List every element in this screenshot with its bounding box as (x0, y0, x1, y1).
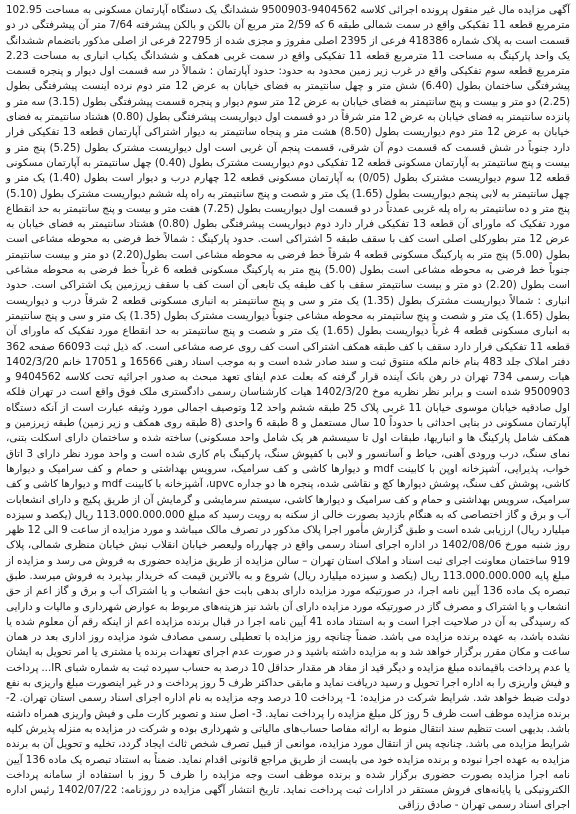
auction-notice-text: آگهی مزایده مال غیر منقول پرونده اجرائی کلاسه 9404562-9500903 ششدانگ یک دستگاه آپارتمان مسکونی به مساحت 102.95 مترمربع قطعه 11 تفکیکی واقع در سمت شمالی طبقه 6 که 2/59 متر مربع آن بالکن و بالکن پیشرفته 7/64 متر آن پیشرفتگی در دو قسمت است به پلاک شماره 418386 فرعی از 2395 اصلی مفروز و مجزی شده از 22795 فرعی از اصلی مذکور باتضمام ششدانگ یک واحد پارکینگ به مساحت 11 مترمربع قطعه 11 تفکیکی واقع در سمت غربی همکف و ششدانگ یکباب انباری به مساحت 2.23 مترمربع قطعه سوم تفکیکی واقع در غرب زیر زمین محدود به حدود: حدود آپارتمان : شمالاً در سه قسمت اول دیوار و پنجره قسمت پیشرفتگی ساختمان بطول (6.40) شش متر و چهل سانتیمتر به فضای خیابان به عرض 12 متر دوم نرده اینست پیشرفتگی بطول (2.25) دو متر و بیست و پنج سانتیمتر به فضای خیابان به عرض 12 متر سوم دیوار و پنجره قسمت پیشرفتگی بطول (3.15) سه متر و پانزده سانتیمتر به فضای خیابان به عرض 12 متر شرقاً در دو قسمت اول دیواریست پیشرفتگی بطول (0.80) هشتاد سانتیمتر به فضای خیابان به عرض 12 متر دوم دیواریست بطول (8.50) هشت متر و پنجاه سانتیمتر به دیوار اشتراکی آپارتمان قطعه 13 تفکیکی فرار دارد جنوباً در شش قسمت که قسمت دوم آن شرقی، قسمت پنجم آن غربی است اول دیواریست مشترک بطول (5.25) پنج متر و بیست و پنج سانتیمتر به آپارتمان مسکونی قطعه 12 تفکیکی دوم دیواریست مشترک بطول (0.40) چهل سانتیمتر به آپارتمان مسکونی قطعه 12 سوم دیواریست مشترک بطول (0/05) به آپارتمان مسکونی قطعه 12 چهارم درب و دیوار است بطول (1.40) یک متر و چهل سانتیمتر به لابی پنجم دیواریست بطول (1.65) یک متر و شصت و پنج سانتیمتر به راه پله ششم دیواریست مشترک بطول (5.10) پنج متر و ده سانتیمتر به راه پله غربی عمدتاً در دو قسمت اول دیواریست بطول (7.25) هفت متر و بیست و پنج سانتیمتر به حد انقطاع مورد تفکیک که ماورای آن قطعه 13 تفکیکی فرار دارد دوم دیواریست پیشرفتگی بطول (0.80) هشتاد سانتیمتر به فضای خیابان به عرض 12 متر بطورکلی اصلی است کف با سقف طبقه 5 اشتراکی است. حدود پارکینگ : شمالاً خط فرضی به محوطه مشاعی است بطول (5.00) پنج متر به پارکینگ مسکونی قطعه 4 شرقاً خط فرضی به محوطه مشاعی است بطول(2.20) دو متر و بیست سانتیمتر جنوباً خط فرضی به محوطه مشاعی است بطول (5.00) پنج متر به پارکینگ مسکونی قطعه 6 غرباً خط فرضی به محوطه مشاعی است بطول (2.20) دو متر و بیست سانتیمتر سقف با کف طبقه یک تابعی آن است کف با سقف زیرزمین یک اشتراکی است. حدود انباری : شمالاً دیواریست مشترک بطول (1.35) یک متر و سی و پنج سانتیمتر به انباری مسکونی قطعه 2 شرقاً درب و دیواریست بطول (1.65) یک متر و شصت و پنج سانتیمتر به محوطه مشاعی جنوباً دیواریست مشترک بطول (1.35) یک متر و سی و پنج سانتیمتر به انباری مسکونی قطعه 4 غرباً دیواریست بطول (1.65) یک متر و شصت و پنج سانتیمتر به حد انقطاع مورد تفکیک که ماورای آن قطعه 11 تفکیکی فرار دارد سقف با کف طبقه همکف اشتراکی است کف روی عرصه مشاعی است. که ذیل ثبت 66093 صفحه 362 دفتر املاک جلد 483 بنام خانم ملکه منتوق ثبت و سند صادر شده است و به موجب اسناد رهنی 16566 و 17051 خانم 1402/3/20 هیات رسمی 734 تهران در رهن بانک آینده قرار گرفته که بعلت عدم ایفای تعهد مبحث به صدور اجرائیه تحت کلاسه 9404562 و 9500903 شده است و برابر نظر نظریه موخ 1402/3/20 هیات کارشناسان رسمی دادگستری ملک فوق واقع است در تهران فلکه اول صادقیه خیابان موسوی خیابان 11 غربی پلاک 25 طبقه ششم واحد 12 وتوصیف اجمالی مورد وثیقه عبارت است از آنکه دستگاه آپارتمان مسکونی در بنایی احداثی با حدوداً 10 سال مستعمل و 8 طبقه 6 واحدی (8 طبقه روی همکف و زیر زمین) طبقه زیرزمین و همکف شامل پارکینگ ها و انباریها، طبقات اول تا سیسشم هر یک شامل واحد مسکونی) ساخته شده و ساختمان دارای اسکلت بتنی، نمای سنگ، درب ورودی آهنی، حیاط و آسانسور و لابی با کفپوش سنگ، پارکینگ بام کاری شده است و واحد مورد نظر دارای 3 اتاق خواب، پذیرایی، آشپزخانه اوپن با کابینت mdf و دیوارها کاشی و کف سرامیک، سرویس بهداشتی و حمام و کف سرامیک و دیوارها کاشی، پوشش کف سنگ، پوشش دیوارها کچ و نقاشی شده، پنجره ها دو جداره upvc، آشپزخانه با کابینت mdf و دیوارها کاشی و کف سرامیک، سرویس بهداشتی و حمام و کف سرامیک و دیوارها کاشی، سیستم سرمایشی و گرمایش آن از طریق پکیج و دارای انشعابات آب و برق و گاز اختصاصی که به هنگام بازدید بصورت خالی از سکنه به رویت رسید که مبلغ 113.000.000.000 ریال (یکصد و سیزده میلیارد ریال) ارزیابی شده است و طبق گزارش مأمور اجرا پلاک مذکور در تصرف مالک میباشد و مورد مزایده از ساعت 9 الی 12 ظهر روز شنبه مورخ 1402/08/06 در اداره اجرای اسناد رسمی واقع در چهارراه ولیعصر خیابان انقلاب نبش خیابان منظری شمالی، پلاک 919 ساختمان معاونت اجرای ثبت اسناد و املاک استان تهران – سالن مزایده از طریق مزایده حضوری به فروش می رسد و مزایده از مبلغ پایه 113.000.000.000 ریال (یکصد و سیزده میلیارد ریال) شروع و به بالاترین قیمت که خریدار بپذیرد به فروش میرسد. طبق تبصره یک ماده 136 آیین نامه اجرا، در صورتیکه مورد مزایده دارای بدهی بابت حق انشعاب و یا اشتراک آب و برق و گاز اعم از حق انشعاب و یا اشتراک و مصرف گاز در صورتیکه مورد مزایده دارای آن باشد نیز هزینه‌های مربوط به عوارض شهرداری و مالیات و دارایی که رسیدگی به آن در صلاحیت اجرا است و به استناد ماده 41 آیین نامه اجرا در قبال برنده مزایده اعم از اینکه رقم آن معلوم شده یا نشده باشد، به عهده برنده مزایده می باشد. ضمناً چنانچه روز مزایده با تعطیلی رسمی مصادف شود مزایده روز اداری بعد در همان ساعت و مکان مقرر برگزار خواهد شد و به مزایده داشته باشید و در صورت عدم اجرای تعهدات برنده یا مشتری یا امر تحویل به ایشان یا عدم پرداخت باقیمانده مبلغ مزایده و دیگر قید از مفاد هر مقدار حداقل 10 درصد به حساب سپرده ثبت به شماره شبای IR... پرداخت و فیش واریزی را به اداره اجرا تحویل و رسید دریافت نماید و مابقی حداکثر ظرف 5 روز پرداخت و در غیر اینصورت مبلغ واریزی به نفع دولت ضبط خواهد شد. شرایط شرکت در مزایده: 1- پرداخت 10 درصد وجه مزایده به نام اداره اجرای اسناد رسمی استان تهران. 2- برنده مزایده موظف است ظرف 5 روز کل مبلغ مزایده را پرداخت نماید. 3- اصل سند و تصویر کارت ملی و فیش واریزی همراه داشته باشد. بدیهی است تنظیم سند انتقال منوط به ارائه مفاصا حساب‌های مالیاتی و شهرداری بوده و شرکت در مزایده به منزله پذیرش کلیه شرایط مزایده می باشد. چنانچه پس از انتقال مورد مزایده، موانعی از قبیل تصرف شخص ثالث ایجاد گردد، تخلیه و تحویل آن به برنده مزایده به عهده اجرا نبوده و برنده مزایده خود می بایست از طریق مراجع قانونی اقدام نماید. ضمناً به استناد تبصره یک ماده 136 آیین نامه اجرا مزایده بصورت حضوری برگزار شده و برنده موظف است وجه مزایده را ظرف 5 روز با استفاده از سامانه پرداخت الکترونیکی یا پایانه‌های فروش مستقر در ادارات ثبت پرداخت نماید. تاریخ انتشار آگهی مزایده در روزنامه: 1402/07/22 رئیس اداره اجرای اسناد رسمی تهران - صادق رزاقی (6, 4, 571, 812)
